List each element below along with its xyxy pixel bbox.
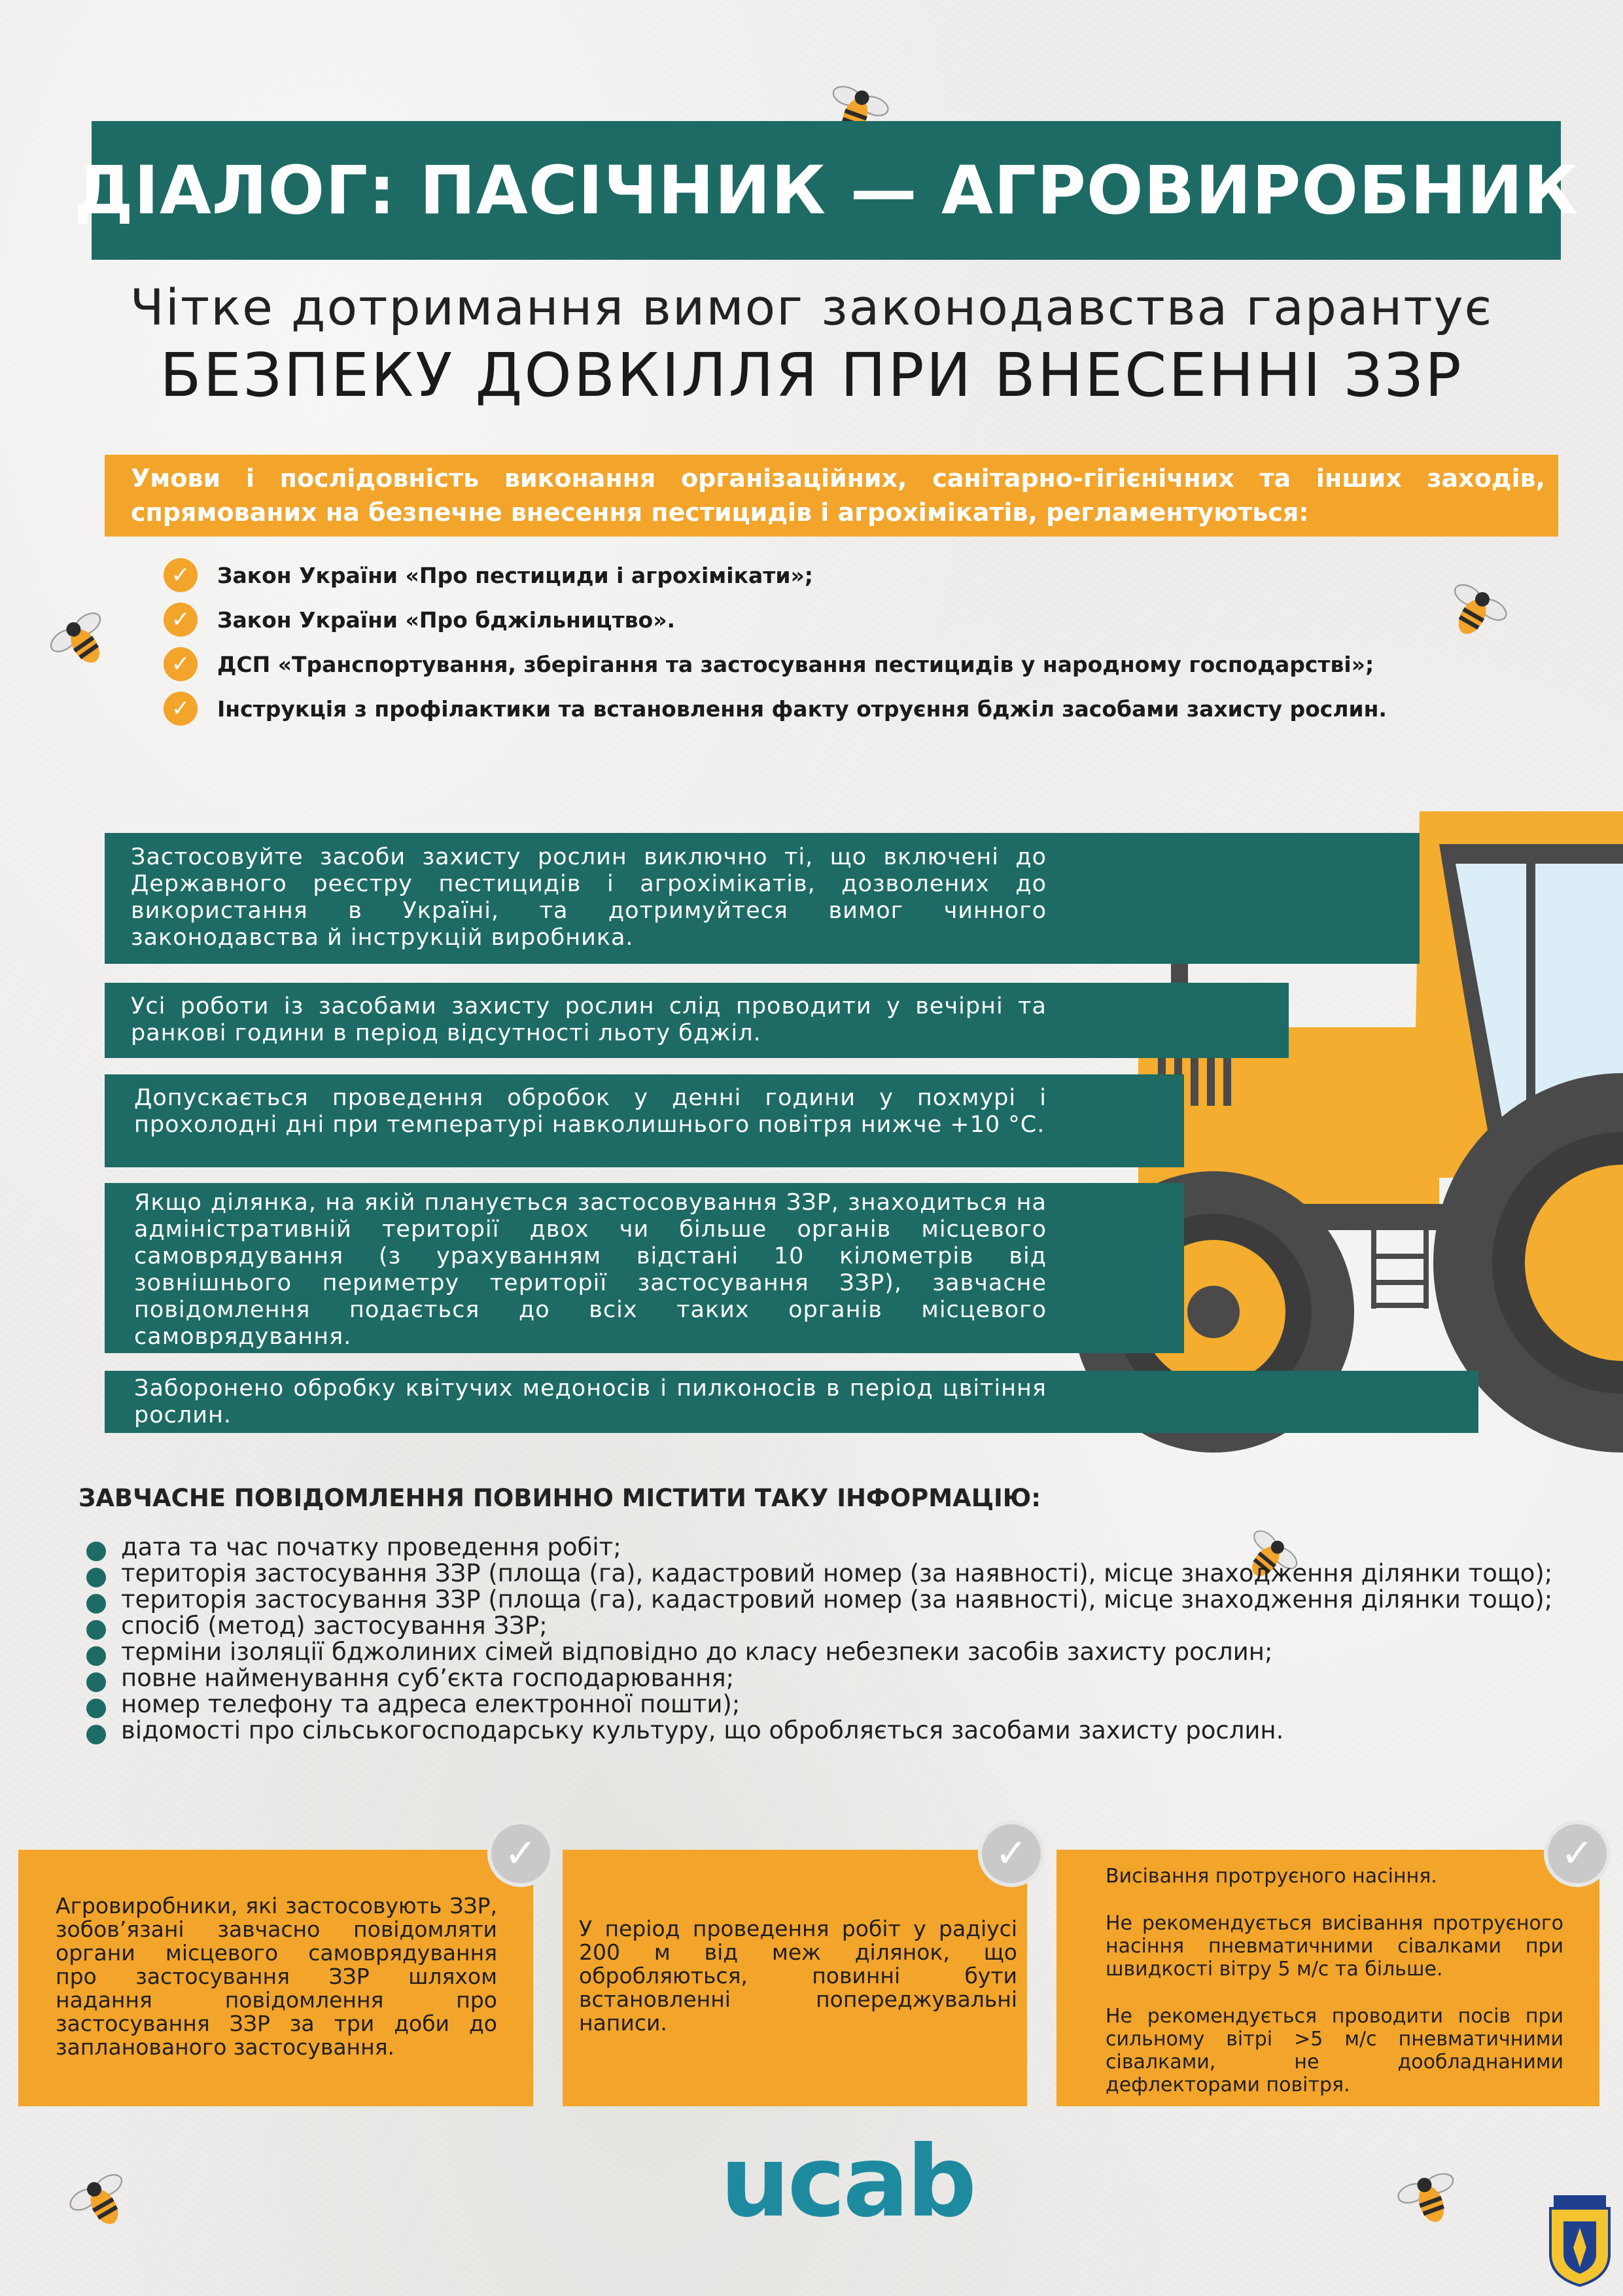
bee-icon [65,2166,137,2238]
list-item [85,1561,1577,1587]
bullet-icon [86,1646,106,1666]
bullet-icon [86,1594,106,1614]
list-item-text: спосіб (метод) застосування ЗЗР; [121,1612,548,1640]
rule-text: Якщо ділянка, на якій планується застосовування ЗЗР, знаходиться на адміністративній території двох чи більше органів місцевого самоврядування (з урахуванням відстані 10 кілометрів від зовнішнього периметру території застосування ЗЗР), завчасне повідомлення подається до всіх таких органів місцевого самоврядування. [134,1190,1047,1350]
bullet-icon [86,1672,106,1692]
subtitle-line-1: Чітке дотримання вимог законодавства гарантує [130,278,1493,336]
info-card-1-text: Агровиробники, які застосовують ЗЗР, зобов’язані завчасно повідомляти органи місцевого самоврядування про застосування ЗЗР шляхом надання повідомлення про застосування ЗЗР за три доби до запланованого застосування. [56,1893,497,2060]
list-item [85,1639,1577,1665]
bullet-icon [86,1725,106,1744]
list-item [85,1613,1577,1639]
law-item [164,642,1505,686]
ucab-logo: ucab [720,2125,975,2239]
bullet-icon [86,1699,106,1718]
bee-icon [1393,2163,1465,2234]
list-item [85,1587,1577,1613]
info-list [85,1534,1577,1744]
check-icon: ✓ [164,647,198,681]
rule-text: Застосовуйте засоби захисту рослин виключно ті, що включені до Державного реєстру пестицидів і агрохімікатів, дозволених до використання в Україні, та дотримуйтеся вимог чинного законодавства й інструкцій виробника. [131,844,1047,951]
list-item-text: терміни ізоляції бджолиних сімей відповідно до класу небезпеки засобів захисту рослин; [121,1638,1273,1666]
list-item-text: територія застосування ЗЗР (площа (га), кадастровий номер (за наявності), місце знаходження ділянки тощо); [121,1585,1553,1614]
bullet-icon [86,1620,106,1640]
check-icon: ✓ [978,1820,1045,1887]
info-card-2-text: У період проведення робіт у радіусі 200 м від меж ділянок, що обробляються, повинні бути встановленні попереджувальні написи. [579,1916,1017,2036]
rule-text: Заборонено обробку квітучих медоносів і пилконосів в період цвітіння рослин. [134,1375,1047,1428]
bullet-icon [86,1542,106,1561]
list-item [85,1534,1577,1561]
check-icon: ✓ [164,692,198,726]
check-icon: ✓ [164,603,198,637]
card-3-paragraph: Не рекомендується проводити посів при сильному вітрі >5 м/с пневматичними сівалками, не дообладнаними дефлекторами повітря. [1106,2005,1563,2096]
law-list [164,553,1505,731]
list-item-text: територія застосування ЗЗР (площа (га), кадастровий номер (за наявності), місце знаходження ділянки тощо); [121,1559,1553,1587]
list-item-text: дата та час початку проведення робіт; [121,1533,621,1561]
rule-text: Допускається проведення обробок у денні години у похмурі і прохолодні дні при температурі навколишнього повітря нижче +10 °С. [134,1085,1047,1138]
intro-text: Умови і послідовність виконання організаційних, санітарно-гігієнічних та інших заходів, спрямованих на безпечне внесення пестицидів і агрохімікатів, регламентуються: [131,464,1545,527]
card-3-paragraph: Не рекомендується висівання протруєного насіння пневматичними сівалками при швидкості вітру 5 м/с та більше. [1106,1912,1563,1981]
law-item [164,553,1505,597]
law-text: Закон України «Про пестициди і агрохімікати»; [217,562,813,588]
list-item-text: номер телефону та адреса електронної пошти); [121,1690,741,1718]
check-icon: ✓ [164,558,198,592]
list-item [85,1718,1577,1744]
law-item [164,597,1505,642]
emblem-icon [1544,2189,1616,2287]
info-heading: ЗАВЧАСНЕ ПОВІДОМЛЕННЯ ПОВИННО МІСТИТИ ТАКУ ІНФОРМАЦІЮ: [79,1484,1041,1512]
bee-icon [46,605,118,677]
info-card-3-text [1106,1865,1563,2121]
law-item [164,686,1505,731]
list-item [85,1691,1577,1718]
law-text: Закон України «Про бджільництво». [217,607,676,633]
law-text: ДСП «Транспортування, зберігання та застосування пестицидів у народному господарстві»; [217,651,1374,677]
law-text: Інструкція з профілактики та встановлення факту отруєння бджіл засобами захисту рослин. [217,696,1387,722]
check-icon: ✓ [1544,1820,1611,1887]
page-title: ДІАЛОГ: ПАСІЧНИК — АГРОВИРОБНИК [74,151,1579,230]
check-icon: ✓ [487,1820,554,1887]
card-3-paragraph: Висівання протруєного насіння. [1106,1865,1437,1888]
list-item [85,1665,1577,1691]
bullet-icon [86,1568,106,1587]
list-item-text: відомості про сільськогосподарську культуру, що обробляється засобами захисту рослин. [121,1716,1284,1744]
rule-text: Усі роботи із засобами захисту рослин слід проводити у вечірні та ранкові години в період відсутності льоту бджіл. [131,993,1047,1046]
subtitle-line-2: БЕЗПЕКУ ДОВКІЛЛЯ ПРИ ВНЕСЕННІ ЗЗР [160,340,1463,410]
list-item-text: повне найменування суб’єкта господарювання; [121,1664,735,1692]
